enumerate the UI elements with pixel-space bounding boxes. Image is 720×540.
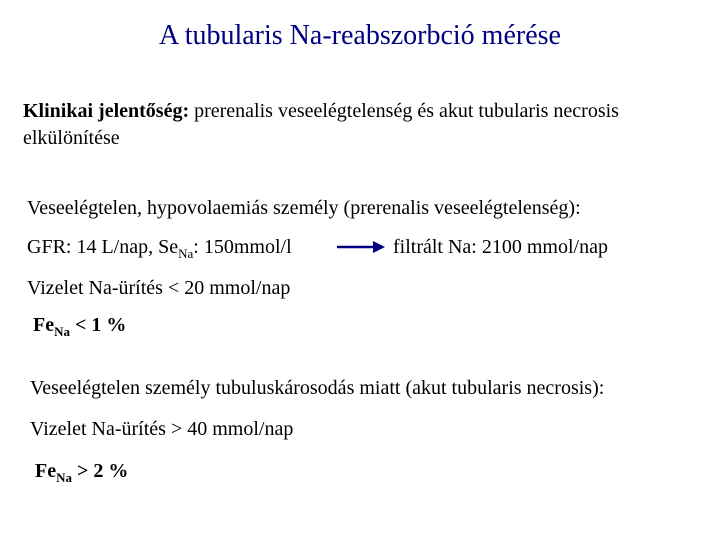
fe-prefix: Fe	[33, 314, 55, 336]
case1-fena	[33, 313, 126, 339]
filtered-na: filtrált Na: 2100 mmol/nap	[393, 236, 608, 258]
page-title: A tubularis Na-reabszorbció mérése	[159, 20, 561, 51]
gfr-text: GFR: 14 L/nap, Se	[27, 236, 179, 258]
se-subscript: Na	[178, 246, 194, 261]
right-arrow-icon	[337, 240, 385, 254]
case2-urine-excretion: Vizelet Na-ürítés > 40 mmol/nap	[30, 418, 294, 440]
clinical-significance	[23, 98, 673, 152]
case2-heading: Veseelégtelen személy tubuluskárosodás miatt (akut tubularis necrosis):	[30, 377, 605, 399]
fe-value: < 1 %	[69, 314, 127, 336]
case1-gfr-line	[27, 235, 292, 261]
case2-fena	[35, 459, 128, 485]
clinical-text: prerenalis veseelégtelenség és akut tubularis necrosis elkülönítése	[23, 100, 619, 149]
case1-heading: Veseelégtelen, hypovolaemiás személy (prerenalis veseelégtelenség):	[27, 197, 581, 219]
fe-subscript: Na	[56, 470, 72, 485]
case1-urine-excretion: Vizelet Na-ürítés < 20 mmol/nap	[27, 277, 291, 299]
fe-value: > 2 %	[71, 460, 129, 482]
clinical-label: Klinikai jelentőség:	[23, 100, 190, 122]
se-value: : 150mmol/l	[193, 236, 292, 258]
fe-prefix: Fe	[35, 460, 57, 482]
fe-subscript: Na	[54, 324, 70, 339]
